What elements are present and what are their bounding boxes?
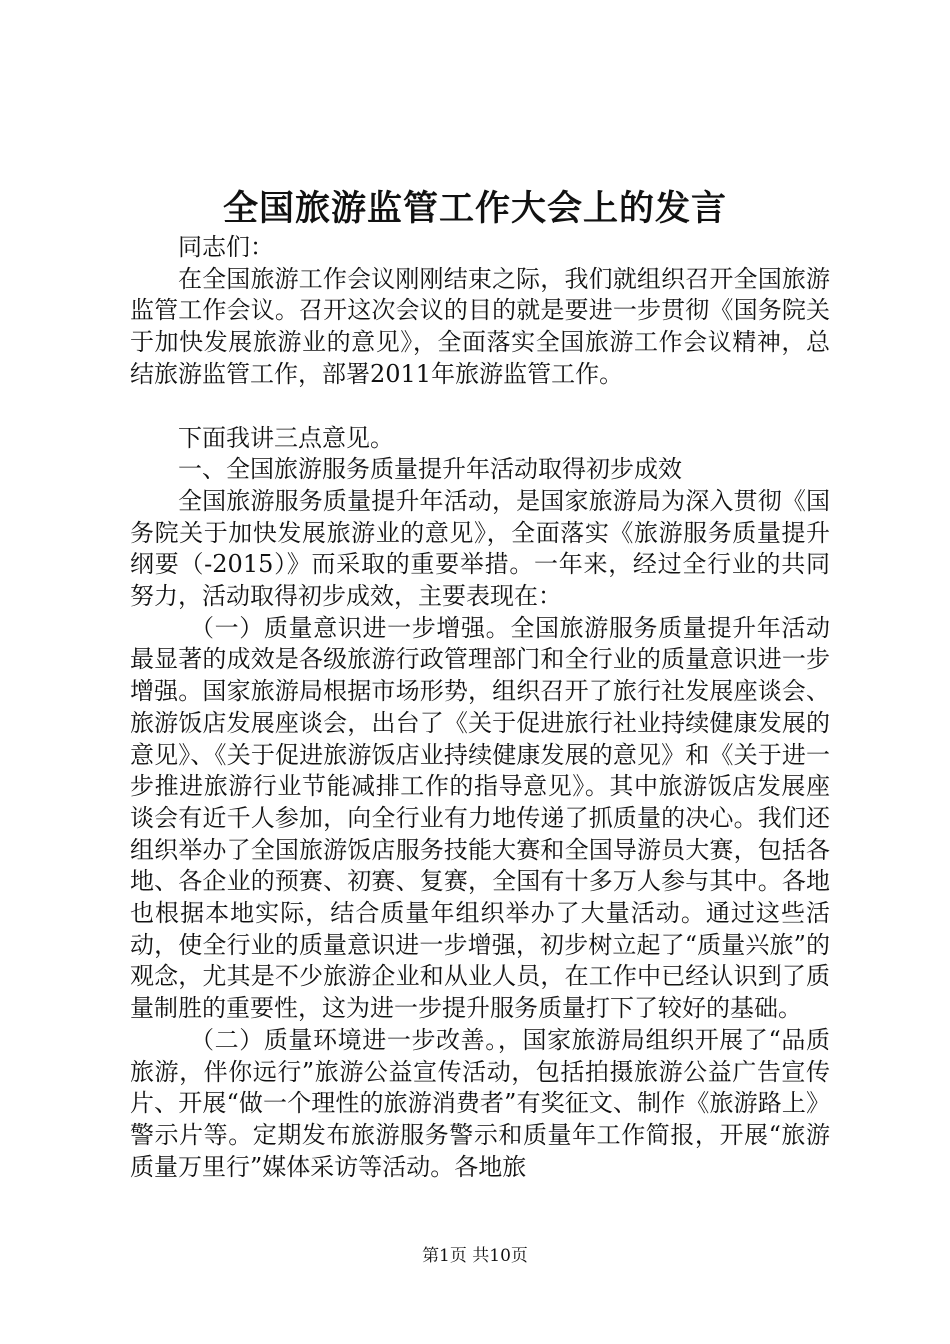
document-body bbox=[130, 232, 830, 1183]
paragraph-outline: 下面我讲三点意见。 bbox=[178, 423, 394, 452]
section-heading-one: 一、全国旅游服务质量提升年活动取得初步成效 bbox=[178, 455, 682, 484]
paragraph-intro: 在全国旅游工作会议刚刚结束之际，我们就组织召开全国旅游监管工作会议。召开这次会议的目的就是要进一步贯彻《国务院关于加快发展旅游业的意见》，全面落实全国旅游工作会议精神，总结旅游监管工作，部署2011年旅游监管工作。 bbox=[130, 264, 830, 388]
page-number: 第1页 共10页 bbox=[422, 1246, 528, 1266]
paragraph-subsection-one: （一）质量意识进一步增强。全国旅游服务质量提升年活动最显著的成效是各级旅游行政管理部门和全行业的质量意识进一步增强。国家旅游局根据市场形势，组织召开了旅行社发展座谈会、旅游饭店发展座谈会，出台了《关于促进旅行社业持续健康发展的意见》、《关于促进旅游饭店业持续健康发展的意见》和《关于进一步推进旅游行业节能减排工作的指导意见》。其中旅游饭店发展座谈会有近千人参加，向全行业有力地传递了抓质量的决心。我们还组织举办了全国旅游饭店服务技能大赛和全国导游员大赛，包括各地、各企业的预赛、初赛、复赛，全国有十多万人参与其中。各地也根据本地实际，结合质量年组织举办了大量活动。通过这些活动，使全行业的质量意识进一步增强，初步树立起了“质量兴旅”的观念，尤其是不少旅游企业和从业人员，在工作中已经认识到了质量制胜的重要性，这为进一步提升服务质量打下了较好的基础。 bbox=[130, 613, 830, 1023]
document-title: 全国旅游监管工作大会上的发言 bbox=[222, 188, 727, 229]
paragraph-section-one: 全国旅游服务质量提升年活动，是国家旅游局为深入贯彻《国务院关于加快发展旅游业的意见》，全面落实《旅游服务质量提升纲要（-2015）》而采取的重要举措。一年来，经过全行业的共同努力，活动取得初步成效，主要表现在： bbox=[130, 486, 830, 611]
paragraph-spacer bbox=[130, 391, 830, 423]
paragraph-subsection-two: （二）质量环境进一步改善。，国家旅游局组织开展了“品质旅游，伴你远行”旅游公益宣传活动，包括拍摄旅游公益广告宣传片、开展“做一个理性的旅游消费者”有奖征文、制作《旅游路上》警示片等。定期发布旅游服务警示和质量年工作简报，开展“旅游质量万里行”媒体采访等活动。各地旅 bbox=[130, 1025, 830, 1181]
salutation: 同志们： bbox=[178, 233, 274, 261]
